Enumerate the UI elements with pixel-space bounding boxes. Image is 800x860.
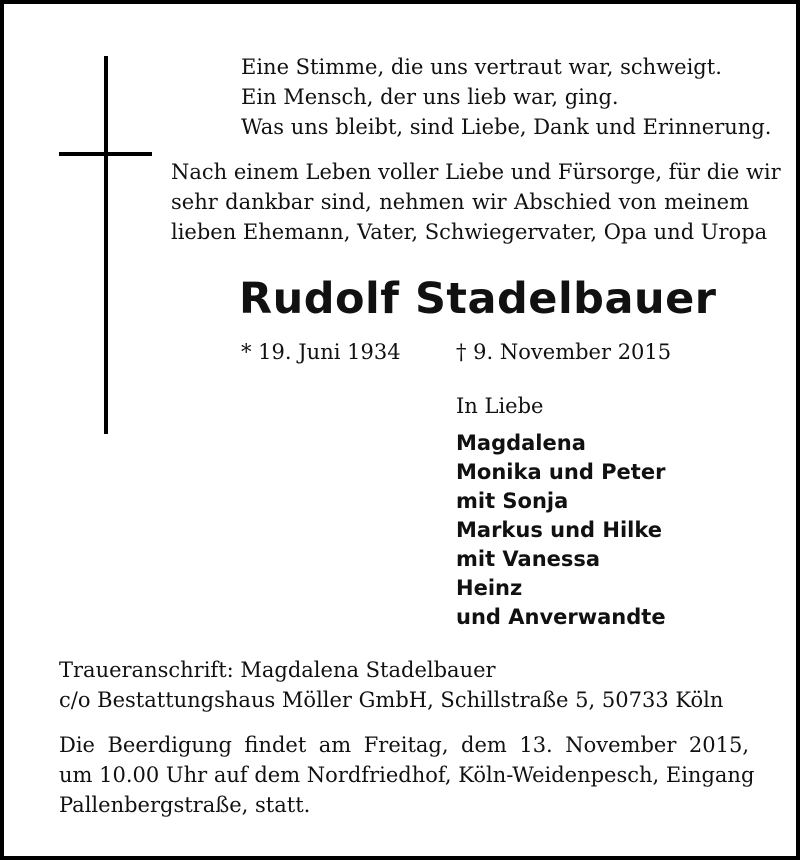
funeral-line: Pallenbergstraße, statt. <box>59 793 311 817</box>
funeral-info <box>59 730 755 820</box>
poem <box>241 52 771 142</box>
cross-icon-vertical <box>104 56 108 434</box>
intro-line: sehr dankbar sind, nehmen wir Abschied von meinem <box>171 190 749 214</box>
mourner-name: Markus und Hilke <box>456 518 663 542</box>
mourner-name: mit Vanessa <box>456 547 601 571</box>
mourner-name: Magdalena <box>456 431 586 455</box>
address-line: c/o Bestattungshaus Möller GmbH, Schillstraße 5, 50733 Köln <box>59 688 724 712</box>
intro-line: lieben Ehemann, Vater, Schwiegervater, Opa und Uropa <box>171 220 768 244</box>
mourner-name: Monika und Peter <box>456 460 666 484</box>
address-line: Traueranschrift: Magdalena Stadelbauer <box>59 658 496 682</box>
mourners-intro: In Liebe <box>456 394 544 418</box>
funeral-line: Die Beerdigung findet am Freitag, dem 13. November 2015, <box>59 733 749 757</box>
intro-text <box>171 157 781 247</box>
mourner-name: Heinz <box>456 576 523 600</box>
poem-line: Ein Mensch, der uns lieb war, ging. <box>241 85 619 109</box>
funeral-line: um 10.00 Uhr auf dem Nordfriedhof, Köln-Weidenpesch, Eingang <box>59 763 755 787</box>
death-date: † 9. November 2015 <box>456 340 672 364</box>
cross-icon-horizontal <box>59 152 152 156</box>
mourners-list <box>456 429 666 632</box>
birth-date: * 19. Juni 1934 <box>241 340 401 364</box>
mourner-name: mit Sonja <box>456 489 569 513</box>
mourning-address <box>59 655 723 715</box>
intro-line: Nach einem Leben voller Liebe und Fürsorge, für die wir <box>171 160 781 184</box>
deceased-name: Rudolf Stadelbauer <box>239 274 717 324</box>
mourner-name: und Anverwandte <box>456 605 666 629</box>
poem-line: Eine Stimme, die uns vertraut war, schweigt. <box>241 55 722 79</box>
poem-line: Was uns bleibt, sind Liebe, Dank und Erinnerung. <box>241 115 772 139</box>
